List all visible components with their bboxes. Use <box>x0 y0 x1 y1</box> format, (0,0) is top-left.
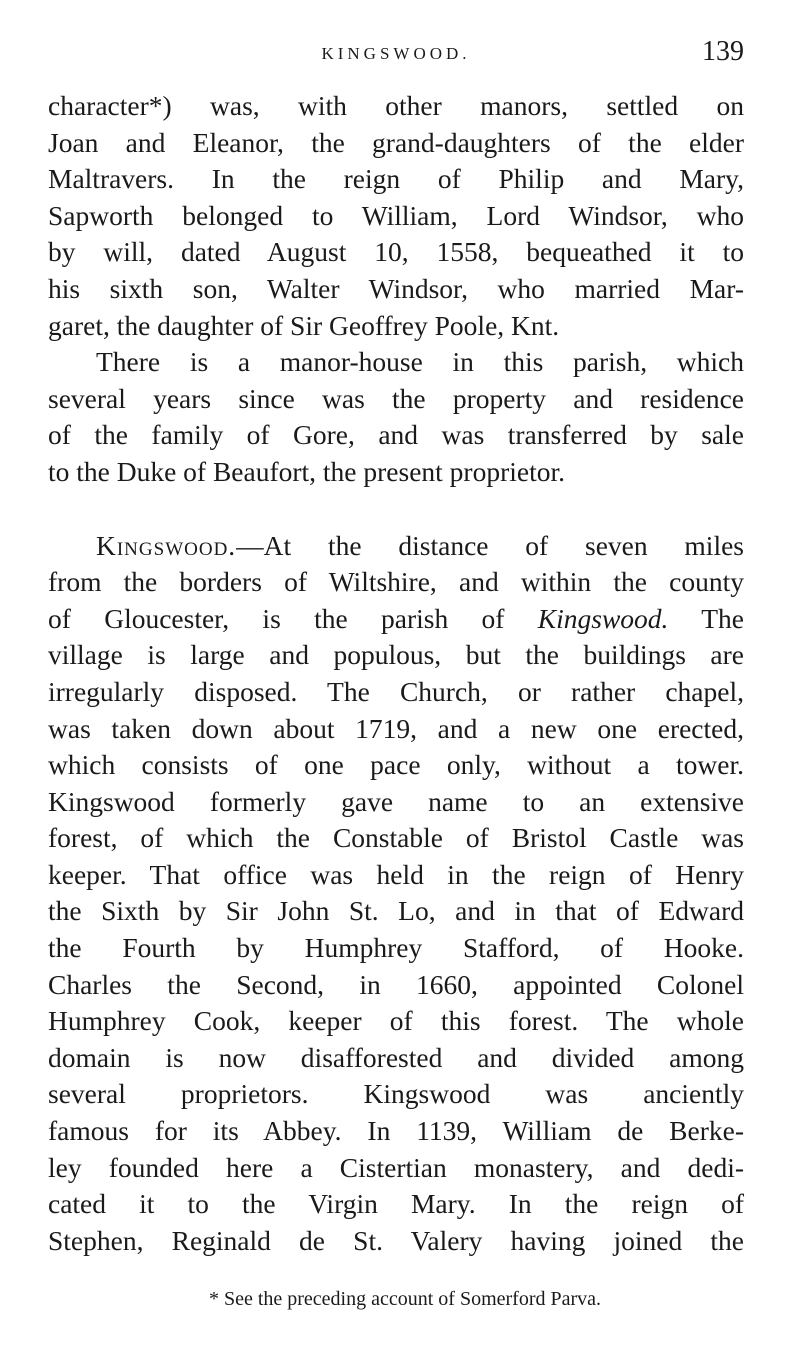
text-line: domain is now disafforested and divided among <box>48 1041 744 1073</box>
text-line: Kingswood formerly gave name to an extensive <box>48 785 744 817</box>
text-fragment: —At the distance of seven miles <box>236 529 744 561</box>
text-line: character*) was, with other manors, settled on <box>48 90 744 121</box>
section-heading: Kingswood. <box>96 529 237 561</box>
text-line: several proprietors. Kingswood was anciently <box>48 1078 744 1110</box>
text-line: of the family of Gore, and was transferred by sale <box>48 419 744 451</box>
text-line: his sixth son, Walter Windsor, who married Mar- <box>48 272 744 304</box>
text-line: famous for its Abbey. In 1139, William de Berke- <box>48 1115 744 1147</box>
text-line: There is a manor-house in this parish, which <box>96 346 744 378</box>
text-line <box>48 601 744 638</box>
text-line: keeper. That office was held in the reign of Henry <box>48 858 744 890</box>
text-line: was taken down about 1719, and a new one erected, <box>48 712 744 744</box>
text-line: the Fourth by Humphrey Stafford, of Hooke. <box>48 932 744 964</box>
italic-place-name: Kingswood. <box>537 602 669 634</box>
text-line: village is large and populous, but the buildings are <box>48 639 744 671</box>
text-line: Charles the Second, in 1660, appointed Colonel <box>48 968 744 1000</box>
text-line: Humphrey Cook, keeper of this forest. The whole <box>48 1005 744 1037</box>
text-line: Maltravers. In the reign of Philip and Mary, <box>48 163 744 195</box>
text-fragment: The <box>668 602 744 634</box>
text-line: to the Duke of Beaufort, the present proprietor. <box>48 455 565 487</box>
text-line: Sapworth belonged to William, Lord Windsor, who <box>48 199 744 231</box>
text-line: ley founded here a Cistertian monastery, and dedi- <box>48 1151 744 1183</box>
text-line: several years since was the property and residence <box>48 382 744 414</box>
page-number: 139 <box>702 36 744 67</box>
text-line: garet, the daughter of Sir Geoffrey Poole, Knt. <box>48 309 560 341</box>
text-line: Stephen, Reginald de St. Valery having joined the <box>48 1224 744 1256</box>
body-text <box>48 88 744 1259</box>
text-line: Joan and Eleanor, the grand-daughters of the elder <box>48 126 744 158</box>
text-line: the Sixth by Sir John St. Lo, and in that of Edward <box>48 895 744 927</box>
running-head: KINGSWOOD. <box>321 44 471 63</box>
footnote: * See the preceding account of Somerford Parva. <box>208 1288 602 1310</box>
text-line: which consists of one pace only, without a tower. <box>48 749 744 781</box>
section-gap <box>48 491 744 528</box>
text-line: cated it to the Virgin Mary. In the reign of <box>48 1188 744 1220</box>
text-fragment: of Gloucester, is the parish of <box>48 602 538 634</box>
text-line <box>48 528 744 565</box>
text-line: forest, of which the Constable of Bristol Castle was <box>48 822 744 854</box>
text-line: irregularly disposed. The Church, or rather chapel, <box>48 675 744 707</box>
text-line: from the borders of Wiltshire, and within the county <box>48 566 744 598</box>
page-header <box>48 36 744 76</box>
text-line: by will, dated August 10, 1558, bequeathed it to <box>48 236 744 268</box>
